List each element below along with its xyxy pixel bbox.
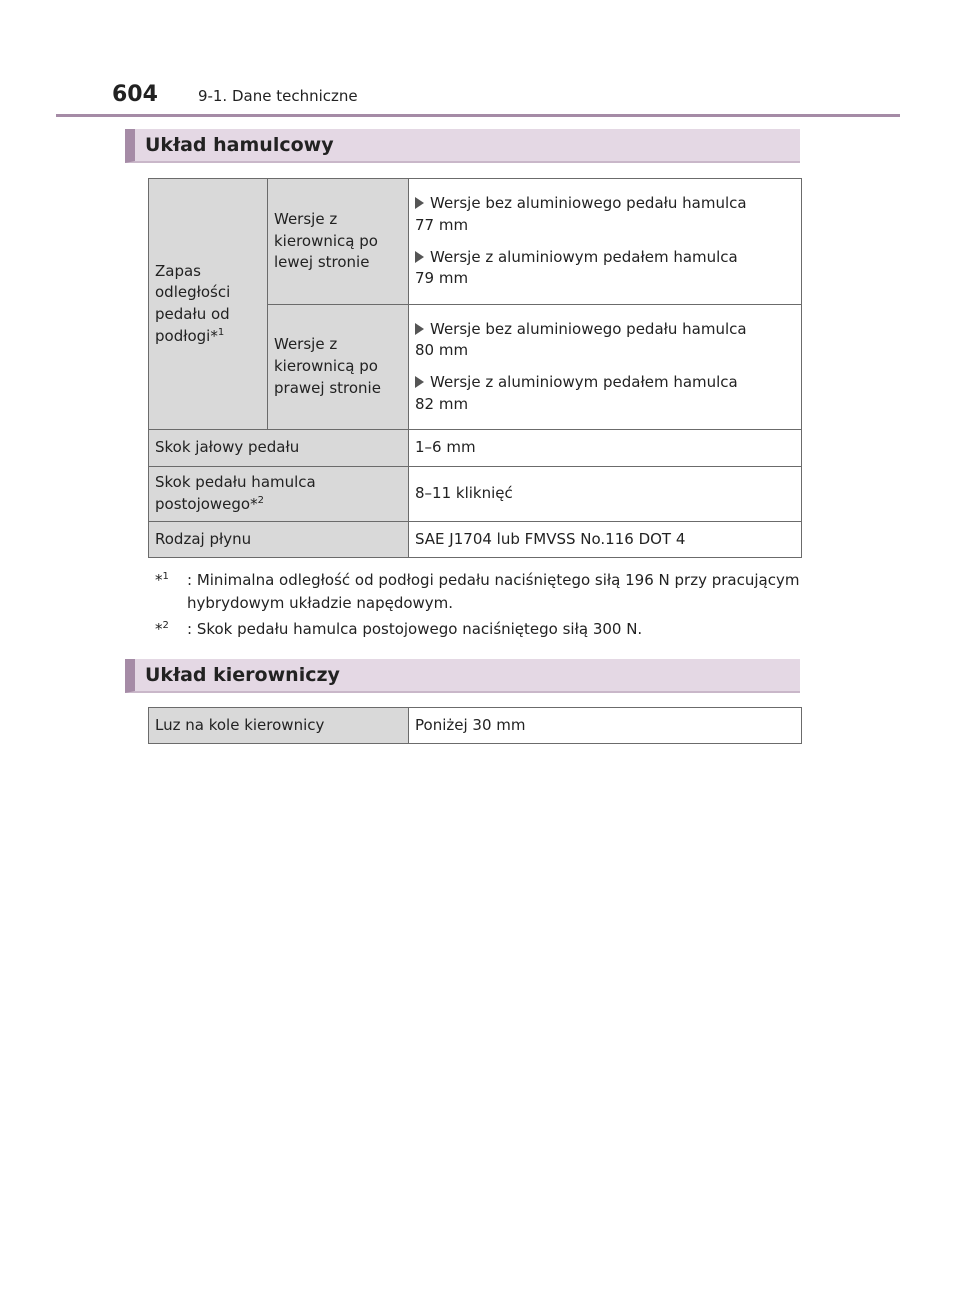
table-row — [149, 708, 802, 744]
footnote-mark: *$^1$ — [155, 571, 169, 589]
brake-section-title-text: Układ hamulcowy — [145, 134, 334, 156]
fluid-label-cell — [149, 522, 409, 558]
brake-spec-table — [148, 178, 802, 558]
triangle-bullet-icon — [415, 323, 424, 335]
fluid-value-cell — [409, 522, 802, 558]
steering-free-play-label-cell — [149, 708, 409, 744]
free-play-label: Skok jałowy pedału — [155, 438, 300, 457]
section-path: 9-1. Dane techniczne — [197, 87, 358, 105]
fluid-label: Rodzaj płynu — [155, 529, 252, 548]
footnote-text: : Minimalna odległość od podłogi pedału naciśniętego siłą 196 N przy pracującym hybrydowym układzie napędowym. — [187, 571, 800, 612]
parking-brake-label: Skok pedału hamulca postojowego* — [155, 473, 316, 513]
item-text: Wersje z aluminiowym pedałem hamulca — [430, 373, 738, 391]
free-play-label-cell — [149, 430, 409, 467]
item-value: 80 mm — [415, 341, 469, 360]
list-item — [415, 247, 795, 291]
footnotes — [155, 569, 800, 645]
table-row — [149, 522, 802, 558]
item-text: Wersje bez aluminiowego pedału hamulca — [430, 319, 747, 338]
item-text: Wersje z aluminiowym pedałem hamulca — [430, 247, 738, 266]
rhd-label: Wersje z kierownicą po prawej stronie — [274, 335, 381, 397]
lhd-label: Wersje z kierownicą po lewej stronie — [274, 209, 378, 272]
steering-spec-table — [148, 707, 802, 744]
item-value: 77 mm — [415, 215, 469, 234]
rhd-values-cell — [409, 305, 802, 430]
triangle-bullet-icon — [415, 376, 424, 388]
pedal-clearance-label: Zapas odległości pedału od podłogi* — [155, 261, 231, 345]
triangle-bullet-icon — [415, 251, 424, 263]
page-header — [112, 82, 358, 114]
steering-section-title — [125, 659, 800, 693]
footnote-mark: *$^2$ — [155, 620, 169, 638]
list-item — [415, 372, 795, 416]
item-value: 82 mm — [415, 394, 469, 413]
list-item — [415, 193, 795, 237]
footnote-ref: 1 — [217, 326, 225, 338]
item-text: Wersje bez aluminiowego pedału hamulca — [430, 194, 747, 212]
item-value: 79 mm — [415, 269, 469, 288]
lhd-values-cell — [409, 179, 802, 305]
fluid-value: SAE J1704 lub FMVSS No.116 DOT 4 — [415, 529, 686, 548]
rhd-label-cell — [268, 305, 409, 430]
table-row — [149, 430, 802, 467]
list-item — [415, 319, 795, 363]
table-row — [149, 467, 802, 522]
free-play-value-cell — [409, 430, 802, 467]
steering-section-title-text: Układ kierowniczy — [145, 664, 340, 686]
footnote — [155, 618, 800, 641]
header-divider — [56, 114, 900, 117]
brake-section-title — [125, 129, 800, 163]
parking-brake-label-cell — [149, 467, 409, 522]
footnote-text: : Skok pedału hamulca postojowego naciśniętego siłą 300 N. — [187, 620, 643, 638]
footnote-ref: 2 — [257, 495, 264, 506]
page-number: 604 — [112, 82, 158, 107]
lhd-label-cell — [268, 179, 409, 305]
pedal-clearance-label-cell — [149, 179, 268, 430]
table-row — [149, 179, 802, 305]
parking-brake-value: 8–11 kliknięć — [415, 484, 513, 503]
footnote — [155, 569, 800, 614]
parking-brake-value-cell — [409, 467, 802, 522]
steering-free-play-label: Luz na kole kierownicy — [155, 715, 325, 734]
steering-free-play-value: Poniżej 30 mm — [415, 715, 526, 734]
triangle-bullet-icon — [415, 197, 424, 209]
free-play-value: 1–6 mm — [415, 438, 476, 457]
steering-free-play-value-cell — [409, 708, 802, 744]
